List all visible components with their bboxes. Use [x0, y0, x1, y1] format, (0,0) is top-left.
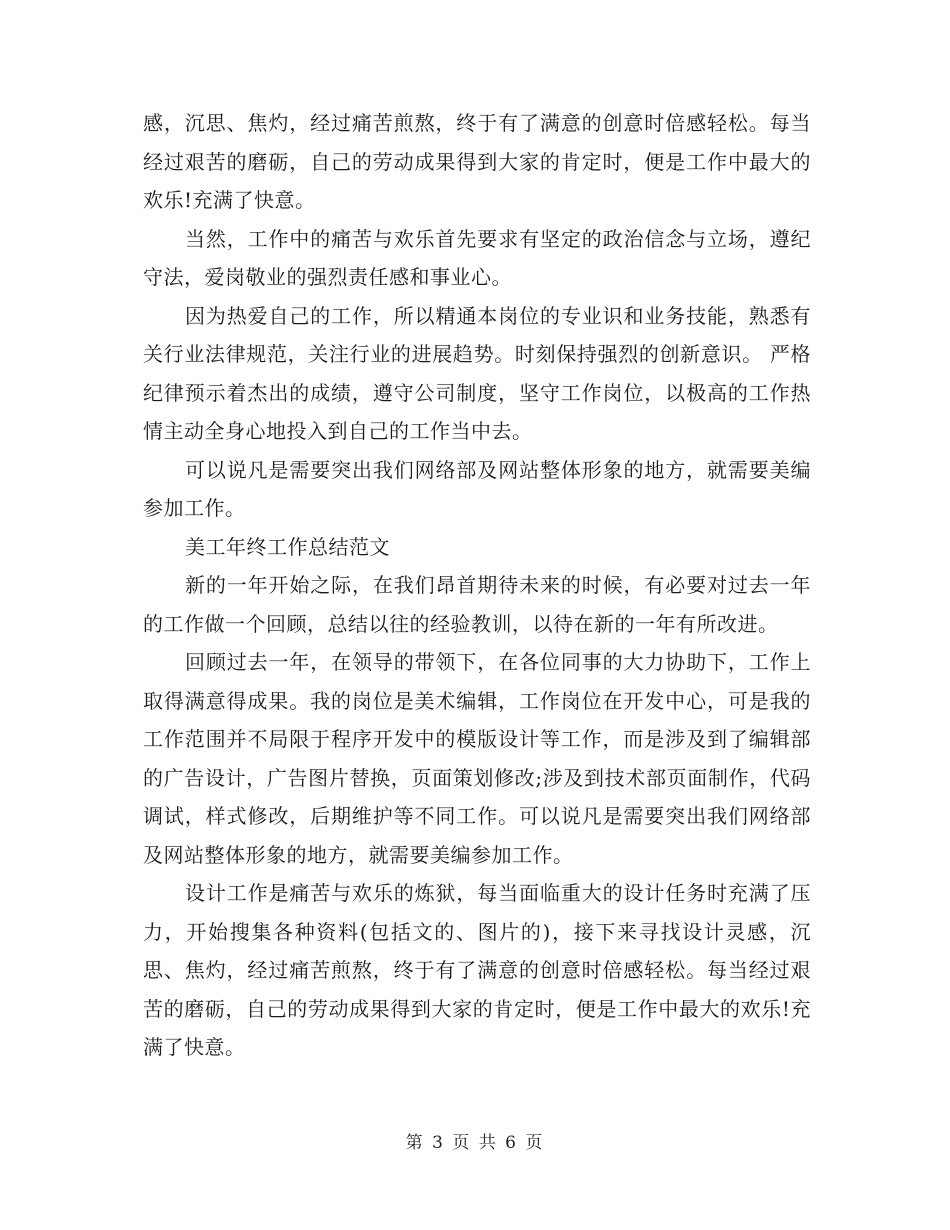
document-body	[143, 104, 811, 1067]
paragraph: 感，沉思、焦灼，经过痛苦煎熬，终于有了满意的创意时倍感轻松。每当经过艰苦的磨砺，自己的劳动成果得到大家的肯定时，便是工作中最大的欢乐!充满了快意。	[143, 111, 811, 212]
section-title: 美工年终工作总结范文	[185, 534, 390, 559]
paragraph: 回顾过去一年，在领导的带领下，在各位同事的大力协助下，工作上取得满意得成果。我的岗位是美术编辑，工作岗位在开发中心，可是我的工作范围并不局限于程序开发中的模版设计等工作，而是涉及到了编辑部的广告设计，广告图片替换，页面策划修改;涉及到技术部页面制作，代码调试，样式修改，后期维护等不同工作。可以说凡是需要突出我们网络部及网站整体形象的地方，就需要美编参加工作。	[143, 650, 811, 867]
page-number-footer: 第 3 页 共 6 页	[405, 1133, 545, 1153]
paragraph: 可以说凡是需要突出我们网络部及网站整体形象的地方，就需要美编参加工作。	[143, 457, 811, 520]
paragraph: 当然，工作中的痛苦与欢乐首先要求有坚定的政治信念与立场，遵纪守法，爱岗敬业的强烈责任感和事业心。	[143, 226, 811, 289]
paragraph: 新的一年开始之际，在我们昂首期待未来的时候，有必要对过去一年的工作做一个回顾，总结以往的经验教训，以待在新的一年有所改进。	[143, 573, 811, 636]
paragraph: 设计工作是痛苦与欢乐的炼狱，每当面临重大的设计任务时充满了压力，开始搜集各种资料(包括文的、图片的)，接下来寻找设计灵感，沉思、焦灼，经过痛苦煎熬，终于有了满意的创意时倍感轻松。每当经过艰苦的磨砺，自己的劳动成果得到大家的肯定时，便是工作中最大的欢乐!充满了快意。	[143, 881, 811, 1059]
paragraph: 因为热爱自己的工作，所以精通本岗位的专业识和业务技能，熟悉有关行业法律规范，关注行业的进展趋势。时刻保持强烈的创新意识。 严格纪律预示着杰出的成绩，遵守公司制度，坚守工作岗位，以极高的工作热情主动全身心地投入到自己的工作当中去。	[143, 303, 811, 443]
